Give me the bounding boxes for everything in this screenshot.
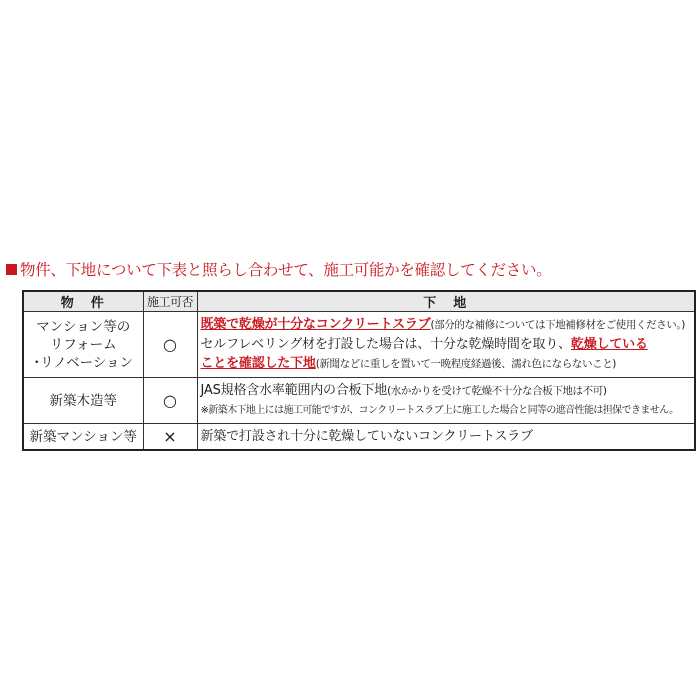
- substrate-line: [201, 335, 695, 354]
- body-text: JAS規格含水率範囲内の合板下地: [200, 383, 388, 398]
- substrate-line: [201, 315, 695, 335]
- highlight-text: ことを確認した下地: [200, 356, 316, 371]
- header-substrate: 下 地: [197, 291, 695, 312]
- substrate-compatibility-table: [22, 290, 696, 451]
- property-line: 新築木造等: [49, 392, 117, 409]
- property-line: 新築マンション等: [29, 428, 137, 445]
- substrate-line: [201, 354, 695, 374]
- property-cell: [23, 424, 143, 451]
- property-line: ･リノベーション: [33, 354, 134, 371]
- substrate-footnote: ※新築木下地上には施工可能ですが、コンクリートスラブ上に施工した場合と同等の遮音性能は担保できません。: [200, 405, 679, 416]
- body-text: セルフレベリング材を打設した場合は、十分な乾燥時間を取り、: [200, 337, 571, 352]
- substrate-line: 新築で打設され十分に乾燥していないコンクリートスラブ: [200, 429, 533, 444]
- property-cell: [23, 312, 143, 378]
- note-text: (新聞などに重しを置いて一晩程度経過後、濡れ色にならないこと): [315, 358, 616, 370]
- table-row: [23, 378, 695, 424]
- header-property: 物 件: [23, 291, 143, 312]
- substrate-line: [201, 381, 695, 401]
- highlight-text: 既築で乾燥が十分なコンクリートスラブ: [200, 317, 431, 332]
- applicability-mark: ○: [143, 312, 197, 378]
- property-line: リフォーム: [49, 336, 117, 353]
- applicability-mark: ×: [143, 424, 197, 451]
- note-text: (部分的な補修については下地補修材をご使用ください。): [430, 319, 685, 331]
- property-line: マンション等の: [36, 318, 131, 335]
- section-heading-text: 物件、下地について下表と照らし合わせて、施工可能かを確認してください。: [20, 261, 552, 279]
- substrate-cell: [197, 378, 695, 424]
- section-heading: [6, 258, 694, 280]
- substrate-cell: [197, 312, 695, 378]
- highlight-text: 乾燥している: [570, 337, 648, 352]
- table-row: [23, 312, 695, 378]
- note-text: (水かかりを受けて乾燥不十分な合板下地は不可): [387, 385, 607, 397]
- table-row: [23, 424, 695, 451]
- table-header-row: [23, 291, 695, 312]
- red-square-bullet-icon: [6, 264, 17, 275]
- header-applicability: 施工可否: [143, 291, 197, 312]
- applicability-mark: ○: [143, 378, 197, 424]
- property-cell: [23, 378, 143, 424]
- substrate-cell: [197, 424, 695, 451]
